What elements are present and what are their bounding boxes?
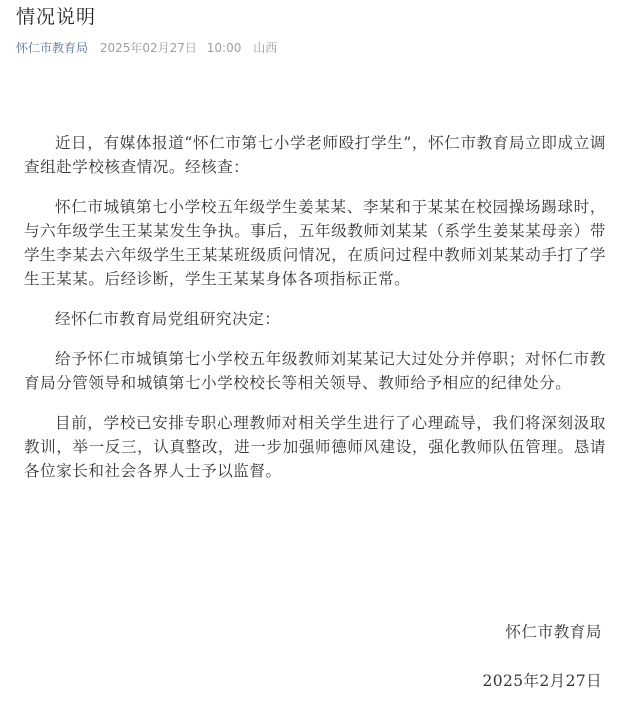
signature-org: 怀仁市教育局: [505, 623, 602, 641]
paragraph-decision-heading: 经怀仁市教育局党组研究决定：: [55, 310, 281, 328]
publish-location: 山西: [253, 41, 278, 55]
paragraph-followup: 目前，学校已安排专职心理教师对相关学生进行了心理疏导，我们将深刻汲取教训，举一反三，认真整改，进一步加强师德师风建设，强化教师队伍管理。恳请各位家长和社会各界人士予以监督。: [24, 414, 606, 480]
article-title: 情况说明: [16, 6, 97, 28]
signature-date: 2025年2月27日: [482, 672, 602, 690]
paragraph-findings: 怀仁市城镇第七小学校五年级学生姜某某、李某和于某某在校园操场踢球时，与六年级学生王某某发生争执。事后，五年级教师刘某某（系学生姜某某母亲）带学生李某去六年级学生王某某班级质问情况，在质问过程中教师刘某某动手打了学生王某某。后经诊断，学生王某某身体各项指标正常。: [24, 198, 606, 288]
publish-date: 2025年02月27日: [99, 41, 197, 55]
author-link[interactable]: 怀仁市教育局: [16, 41, 89, 55]
paragraph-decision: 给予怀仁市城镇第七小学校五年级教师刘某某记大过处分并停职；对怀仁市教育局分管领导和城镇第七小学校校长等相关领导、教师给予相应的纪律处分。: [24, 350, 606, 392]
publish-time: 10:00: [206, 41, 242, 55]
paragraph-intro: 近日，有媒体报道“怀仁市第七小学老师殴打学生”，怀仁市教育局立即成立调查组赴学校核查情况。经核查：: [24, 134, 606, 176]
article-body: [24, 131, 606, 483]
article-meta: [16, 39, 277, 57]
